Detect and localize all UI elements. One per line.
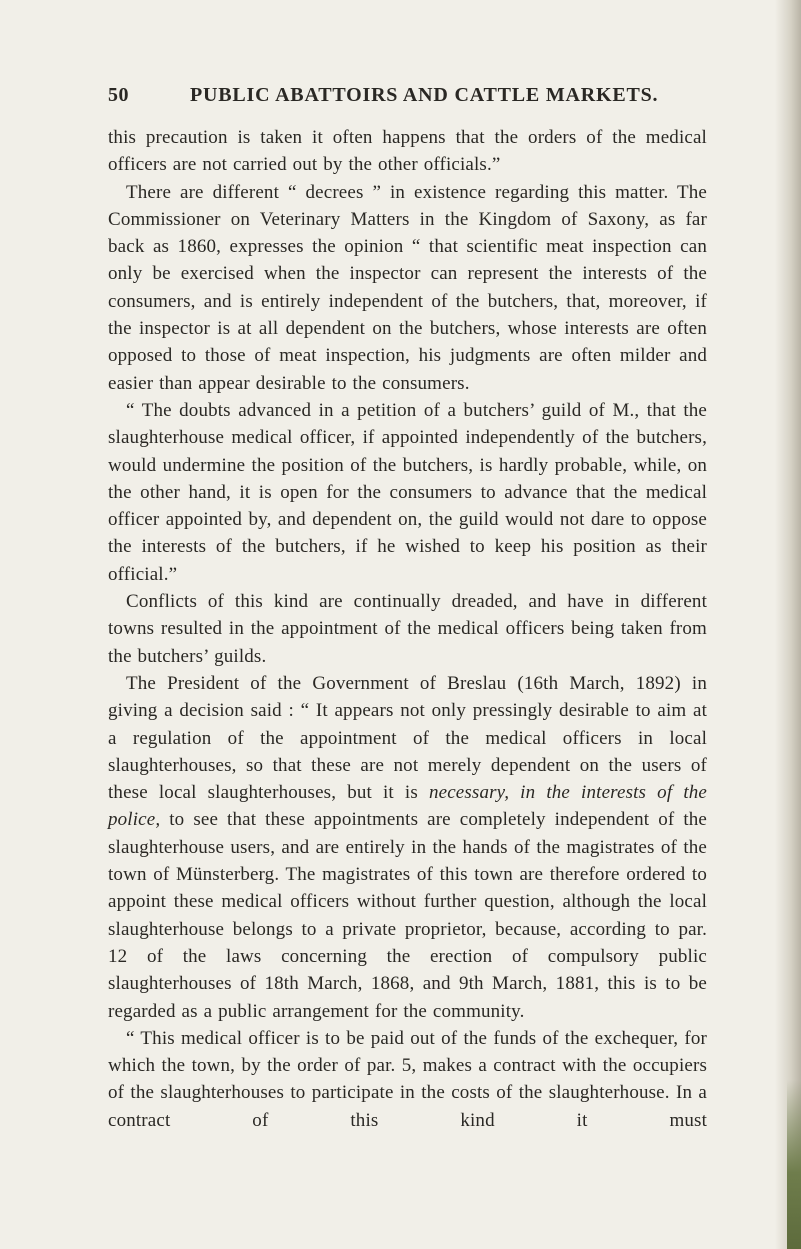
body-text	[108, 124, 707, 1134]
paragraph: Conflicts of this kind are continually dreaded, and have in different towns resulted in the appointment of the medical officers being taken from the butchers’ guilds.	[108, 591, 707, 667]
paragraph-text: to see that these appointments are completely independent of the slaughterhouse users, and are entirely in the hands of the magistrates of the town of Münsterberg. The magistrates of this town are therefore ordered to appoint these medical officers without further question, although the local slaughterhouse belongs to a private proprietor, because, according to par. 12 of the laws concerning the erection of compulsory public slaughterhouses of 18th March, 1868, and 9th March, 1881, this is to be regarded as a public arrangement for the community.	[108, 809, 707, 1022]
paragraph: There are different “ decrees ” in existence regarding this matter. The Commissioner on Veterinary Matters in the Kingdom of Saxony, as far back as 1860, expresses the opinion “ that scientific meat inspection can only be exercised when the inspector can represent the interests of the consumers, and is entirely independent of the butchers, that, moreover, if the inspector is at all dependent on the butchers, whose interests are often opposed to those of meat inspection, his judgments are often milder and easier than appear desirable to the consumers.	[108, 181, 707, 394]
running-title: PUBLIC ABATTOIRS AND CATTLE MARKETS.	[190, 84, 659, 106]
paragraph: this precaution is taken it often happens that the orders of the medical officers are not carried out by the other officials.”	[108, 127, 707, 176]
page-header	[108, 84, 668, 114]
page-edge-shadow	[775, 0, 801, 1249]
page-number: 50	[108, 84, 129, 106]
italic-phrase: necessary, in the interests of the police,	[108, 782, 707, 831]
paragraph: “ This medical officer is to be paid out of the funds of the exchequer, for which the town, by the order of par. 5, makes a contract with the occupiers of the slaughterhouses to participate in the costs of the slaughterhouse. In a contract of this kind it must	[108, 1027, 707, 1131]
paragraph-text: The President of the Government of Breslau (16th March, 1892) in giving a decision said : “ It appears not only pressingly desirable to aim at a regulation of the appointment of the medical officers in local slaughterhouses, so that these are not merely dependent on the users of these local slaughterhouses, but it is	[108, 672, 707, 804]
page-edge-tint	[787, 1080, 801, 1249]
paragraph: “ The doubts advanced in a petition of a butchers’ guild of M., that the slaughterhouse medical officer, if appointed independently of the butchers, would undermine the position of the butchers, is hardly probable, while, on the other hand, it is open for the consumers to advance that the medical officer appointed by, and dependent on, the guild would not dare to oppose the interests of the butchers, if he wished to keep his position as their official.”	[108, 399, 707, 585]
paragraph	[108, 670, 707, 1025]
